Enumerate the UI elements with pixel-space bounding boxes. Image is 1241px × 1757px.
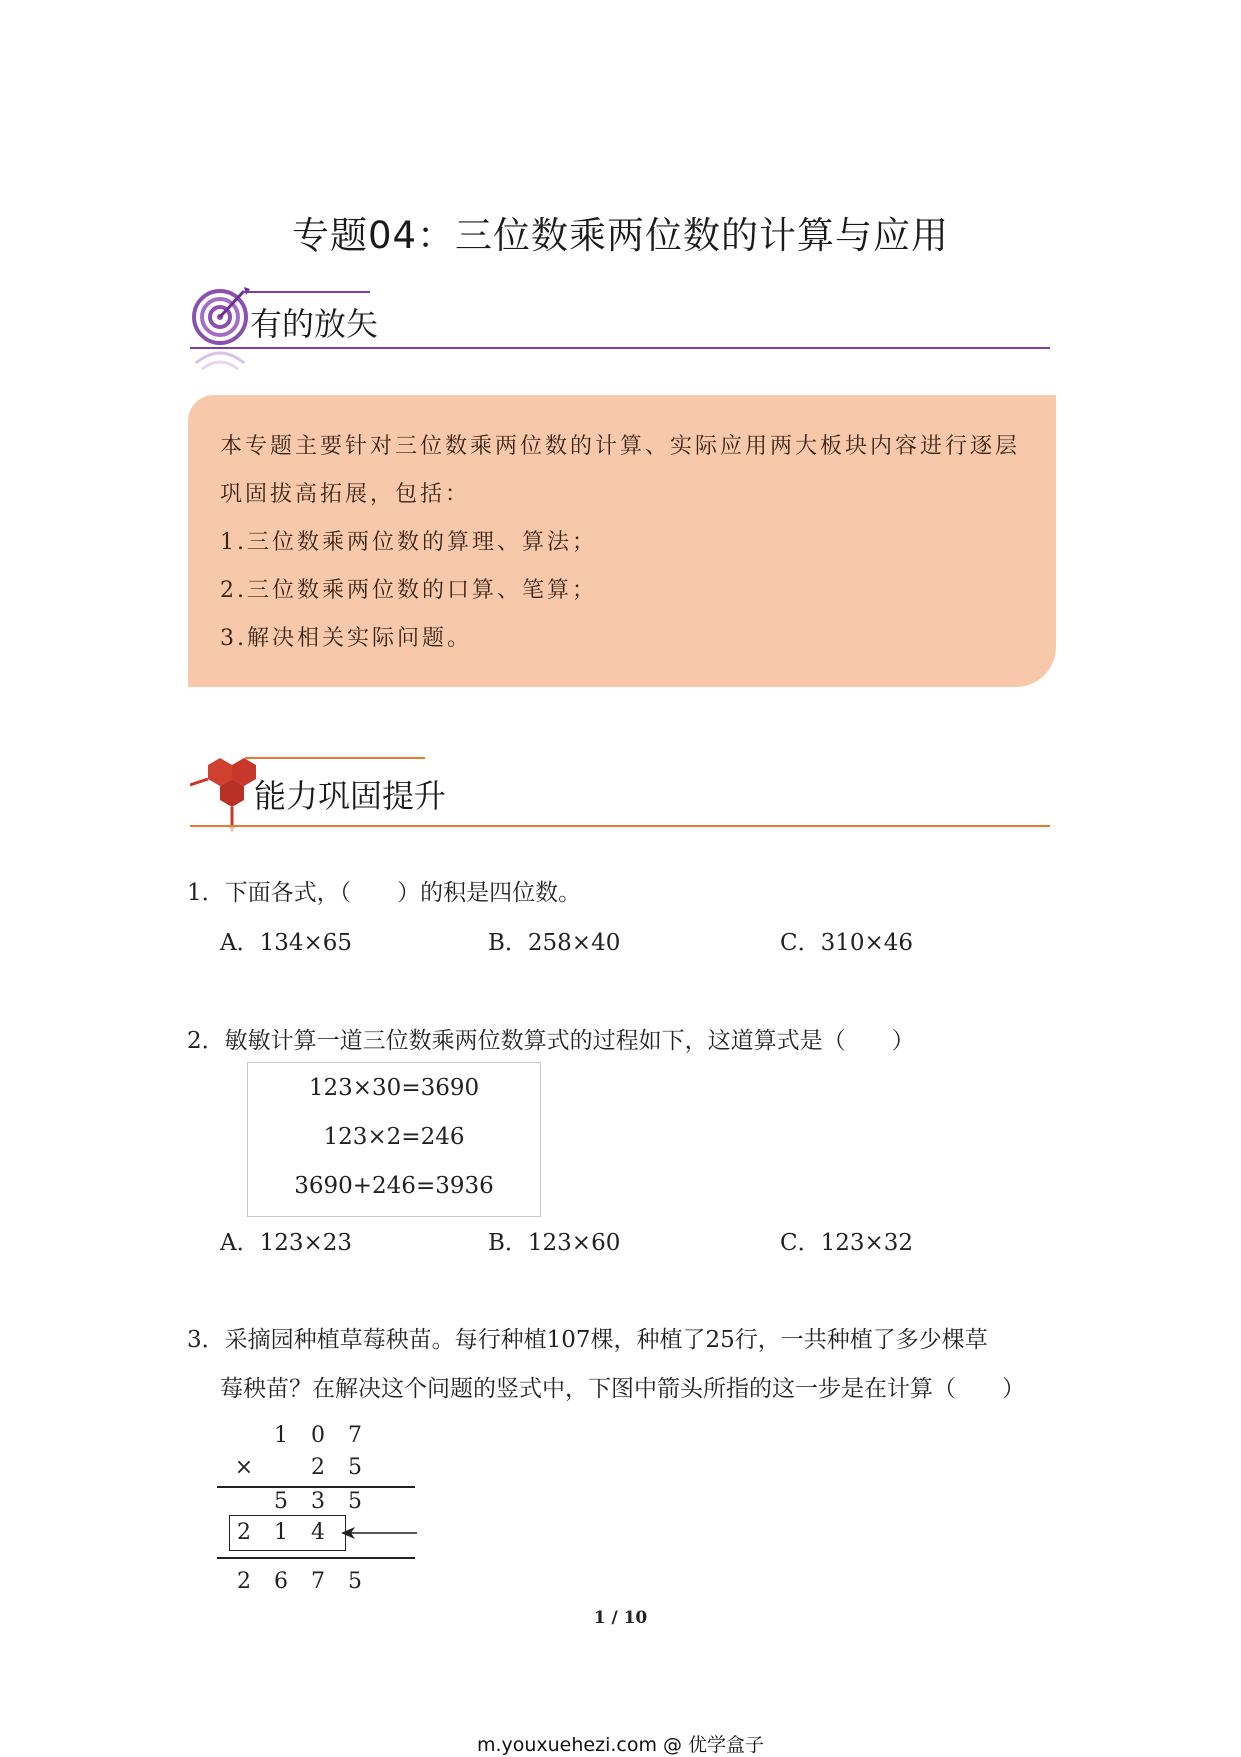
calc-line: 3690+246=3936 [294, 1173, 494, 1199]
digit: 7 [311, 1569, 325, 1594]
summary-line: 3.解决相关实际问题。 [220, 626, 472, 651]
arrow-left-icon [339, 1523, 419, 1543]
question-3-line1: 3．采摘园种植草莓秧苗。每行种植107棵，种植了25行，一共种植了多少棵草 [187, 1327, 988, 1353]
page-title: 专题04：三位数乘两位数的计算与应用 [291, 214, 950, 257]
digit: 4 [311, 1520, 325, 1545]
calc-line: 123×2=246 [323, 1124, 465, 1150]
section-header-target [190, 285, 1050, 375]
times-sign: × [234, 1455, 254, 1480]
calculation-box [247, 1062, 541, 1217]
option-c: C．310×46 [780, 930, 914, 956]
question-1: 1．下面各式，（ ）的积是四位数。 [187, 880, 582, 906]
section-divider [190, 825, 1050, 827]
summary-line: 巩固拔高拓展，包括： [220, 482, 471, 507]
hexagon-icon [190, 755, 260, 850]
option-a: A．123×23 [220, 1230, 353, 1256]
footer-watermark: m.youxuehezi.com @ 优学盒子 [476, 1734, 765, 1756]
digit: 3 [311, 1489, 325, 1514]
summary-line: 本专题主要针对三位数乘两位数的计算、实际应用两大板块内容进行逐层 [220, 434, 1021, 459]
digit: 2 [237, 1520, 251, 1545]
rule-line [217, 1486, 415, 1488]
section-heading: 有的放矢 [250, 305, 379, 343]
digit: 5 [274, 1489, 288, 1514]
digit: 5 [348, 1569, 362, 1594]
option-c: C．123×32 [780, 1230, 914, 1256]
section-heading: 能力巩固提升 [254, 777, 447, 815]
calc-line: 123×30=3690 [308, 1075, 480, 1101]
option-a: A．134×65 [220, 930, 353, 956]
digit: 1 [274, 1423, 288, 1448]
summary-line: 1.三位数乘两位数的算理、算法； [220, 530, 597, 555]
option-b: B．123×60 [488, 1230, 621, 1256]
digit: 1 [274, 1520, 288, 1545]
question-2: 2．敏敏计算一道三位数乘两位数算式的过程如下，这道算式是（ ） [187, 1028, 915, 1054]
rule-line [217, 1557, 415, 1559]
digit: 5 [348, 1489, 362, 1514]
digit: 5 [348, 1455, 362, 1480]
summary-box [188, 395, 1056, 687]
page-number: 1 / 10 [593, 1608, 648, 1628]
digit: 0 [311, 1423, 325, 1448]
section-header-hexagon [190, 755, 1050, 850]
vertical-multiplication [215, 1415, 425, 1600]
question-3-line2: 莓秧苗？在解决这个问题的竖式中，下图中箭头所指的这一步是在计算（ ） [220, 1376, 1025, 1402]
section-divider [190, 347, 1050, 349]
digit: 2 [237, 1569, 251, 1594]
option-b: B．258×40 [488, 930, 621, 956]
digit: 2 [311, 1455, 325, 1480]
digit: 7 [348, 1423, 362, 1448]
summary-line: 2.三位数乘两位数的口算、笔算； [220, 578, 597, 603]
digit: 6 [274, 1569, 288, 1594]
